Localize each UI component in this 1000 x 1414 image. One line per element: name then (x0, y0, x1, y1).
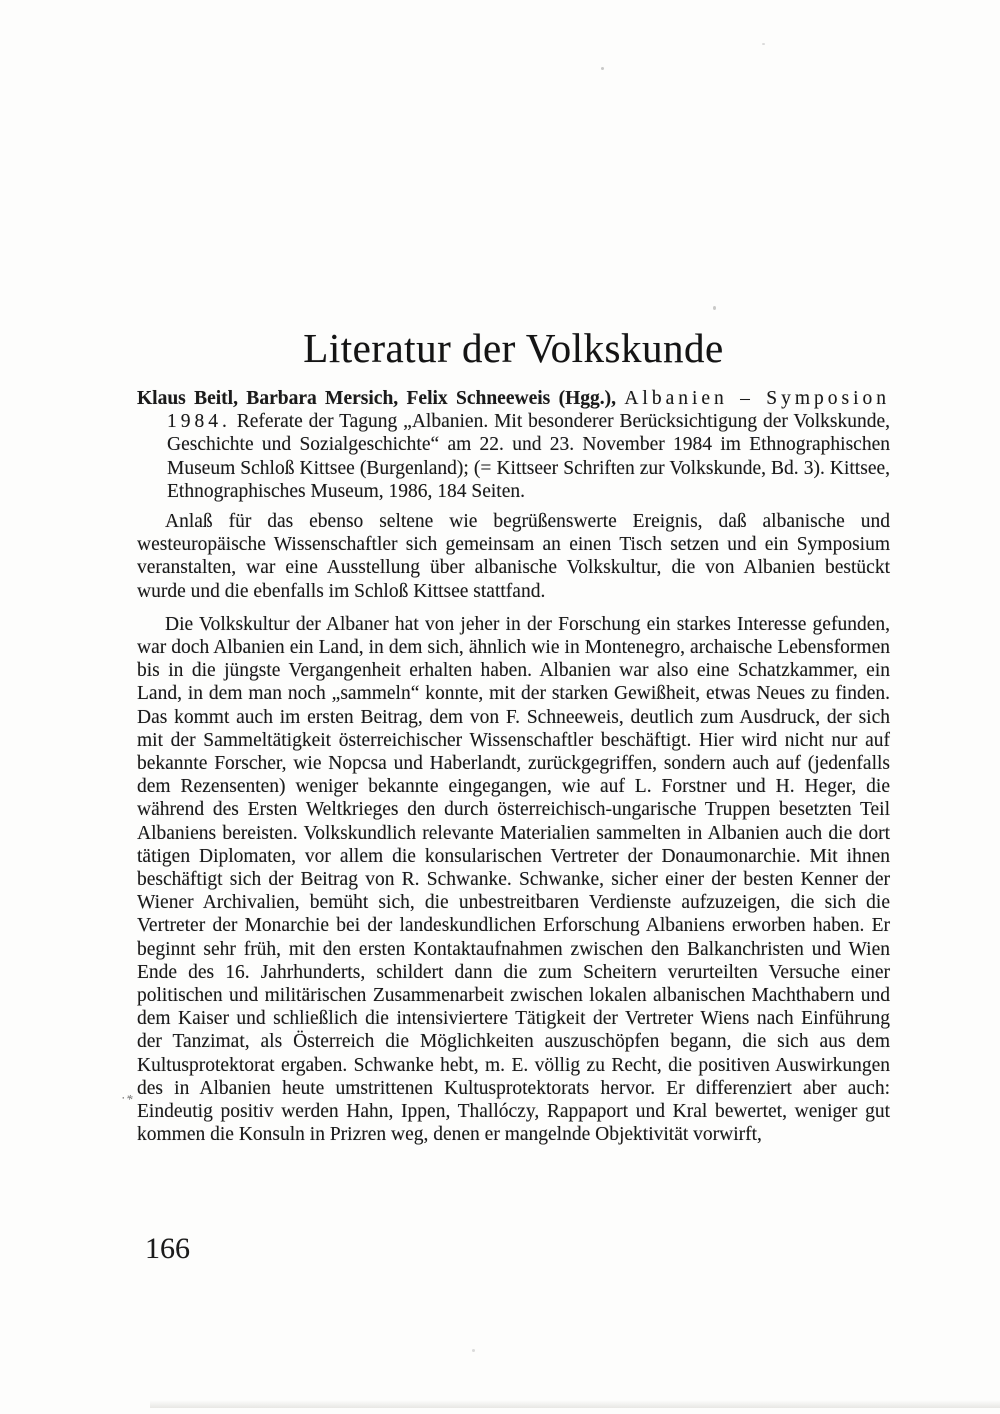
scan-speck (713, 306, 716, 310)
paragraph-anlass: Anlaß für das ebenso seltene wie begrüßenswerte Ereignis, daß albanische und westeuropäische Wissenschaftler sich gemeinsam an einen Tisch setzen und ein Symposium veranstalten, war eine Ausstellung über albanische Volkskultur, die von Albanien bestückt wurde und die ebenfalls im Schloß Kittsee stattfand. (137, 511, 890, 602)
scan-speck (472, 1349, 475, 1352)
text-block (137, 387, 890, 1147)
handwritten-margin-mark: ·* (119, 1089, 136, 1108)
page-number: 166 (145, 1232, 190, 1265)
page-scan-edge (150, 1400, 1000, 1408)
paragraph-volkskultur: Die Volkskultur der Albaner hat von jeher in der Forschung ein starkes Interesse gefunden, war doch Albanien ein Land, in dem sich, ähnlich wie in Montenegro, archaische Lebensformen bis in die jüngste Vergangenheit erhalten haben. Albanien war also eine Schatzkammer, ein Land, in dem man noch „sammeln“ konnte, mit der starken Gewißheit, etwas Neues zu finden. Das kommt auch im ersten Beitrag, dem von F. Schneeweis, deutlich zum Ausdruck, der sich mit der Sammeltätigkeit österreichischer Wissenschaftler beschäftigt. Hier wird nicht nur auf bekannte Forscher, wie Nopcsa und Haberlandt, zurückgegriffen, sondern auch auf (jedenfalls dem Rezensenten) weniger bekannte eingegangen, wie auf L. Forstner und H. Heger, die während des Ersten Weltkrieges den durch österreichisch-ungarische Truppen besetzten Teil Albaniens bereisten. Volkskundlich relevante Materialien sammelten in Albanien auch die dort tätigen Diplomaten, vor allem die konsularischen Vertreter der Donaumonarchie. Mit ihnen beschäftigt sich der Beitrag von R. Schwanke. Schwanke, sicher einer der besten Kenner der Wiener Archivalien, bemüht sich, die unbestreitbaren Verdienste aufzuzeigen, die sich die Vertreter der Monarchie bei der landeskundlichen Erforschung Albaniens erworben haben. Er beginnt sehr früh, mit den ersten Kontaktaufnahmen zwischen den Balkanchristen und Wien Ende des 16. Jahrhunderts, schildert dann die zum Scheitern verurteilten Versuche einer politischen und militärischen Zusammenarbeit zwischen lokalen albanischen Machthabern und dem Kaiser und schließlich die intensiviertere Tätigkeit der Vertreter Wiens nach Einführung der Tanzimat, als Österreich die Möglichkeiten auszuschöpfen begann, die sich aus dem Kultusprotektorat ergaben. Schwanke hebt, m. E. völlig zu Recht, die positiven Auswirkungen des in Albanien heute umstrittenen Kultusprotektorats hervor. Er differenziert aber auch: Eindeutig positiv werden Hahn, Ippen, Thallóczy, Rappaport und Kral bewertet, weniger gut kommen die Konsuln in Prizren weg, denen er mangelnde Objektivität vorwirft, (137, 613, 890, 1146)
bibliographic-entry (137, 387, 890, 503)
page-title: Literatur der Volkskunde (303, 325, 724, 371)
scan-speck (601, 67, 604, 70)
biblio-details: Referate der Tagung „Albanien. Mit besonderer Berücksichtigung der Volkskunde, Geschichte und Sozialgeschichte“ am 22. und 23. November 1984 im Ethnographischen Museum Schloß Kittsee (Burgenland); (= Kittseer Schriften zur Volkskunde, Bd. 3). Kittsee, Ethnographisches Museum, 1986, 184 Seiten. (167, 411, 891, 502)
scan-speck (762, 43, 765, 45)
biblio-editors: Klaus Beitl, Barbara Mersich, Felix Schneeweis (Hgg.), (137, 388, 616, 409)
biblio-spaced-title: Albanien – Symposion 1984. (167, 388, 891, 433)
